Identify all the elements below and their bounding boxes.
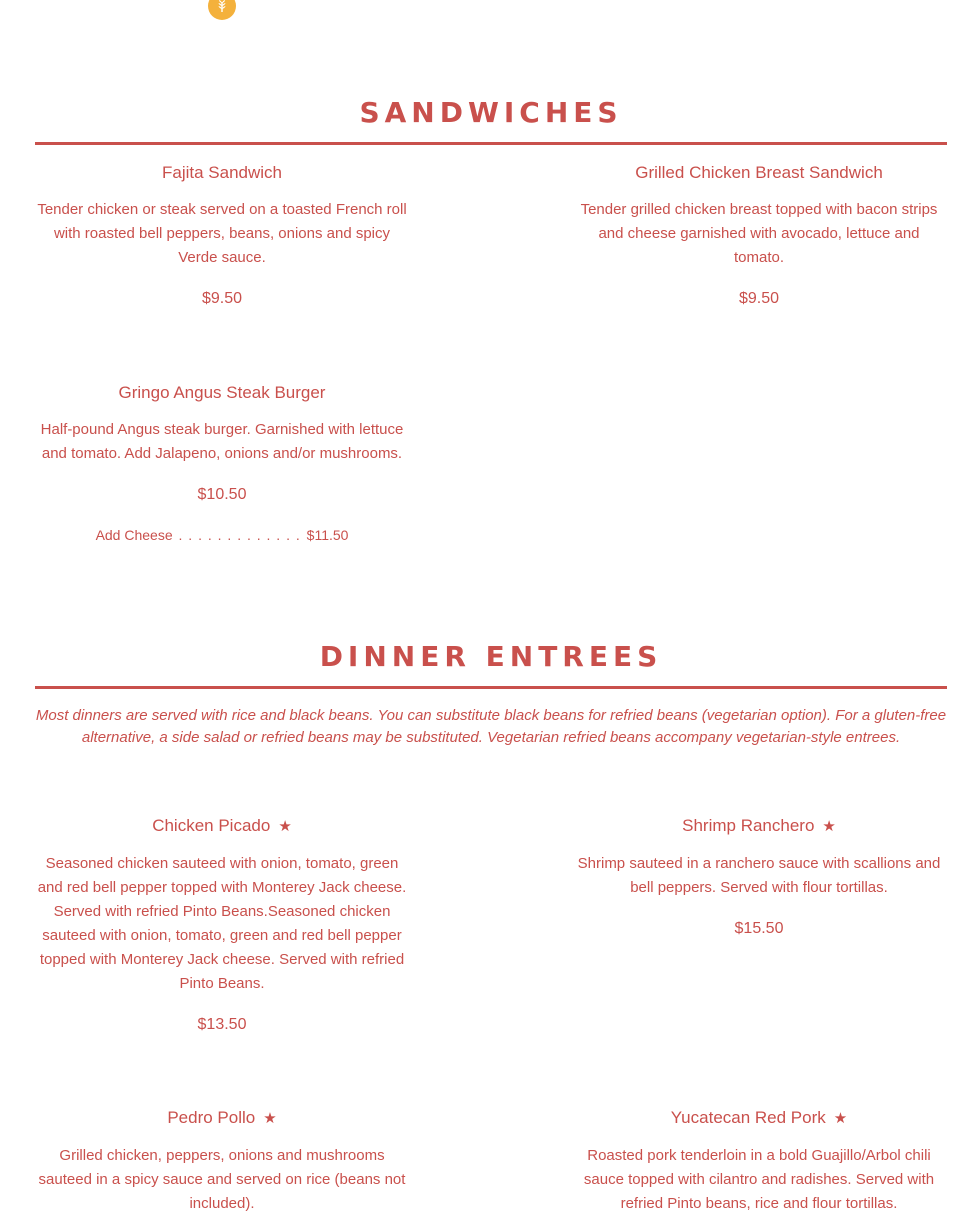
menu-item [35,815,409,1036]
item-name: Grilled Chicken Breast Sandwich [635,163,883,182]
wheat-icon-glyph [215,0,229,13]
item-price: $13.50 [197,1016,247,1033]
star-icon: ★ [822,818,836,835]
item-price: $15.50 [734,920,784,937]
item-name: Chicken Picado [152,816,271,835]
section-title-dinner-entrees: DINNER ENTREES [319,640,663,673]
item-name-row [35,1107,409,1130]
star-icon: ★ [278,818,292,835]
section-title-sandwiches: SANDWICHES [359,96,623,129]
star-icon: ★ [833,1110,848,1127]
item-name: Pedro Pollo [167,1108,256,1127]
item-description: Roasted pork tenderloin in a bold Guajillo/Arbol chili sauce topped with cilantro and radishes. Served with refried Pinto beans, rice and flour tortillas. [583,1147,935,1212]
item-description: Shrimp sauteed in a ranchero sauce with scallions and bell peppers. Served with flour tortillas. [577,855,941,896]
item-price: $9.50 [201,290,243,307]
addon-row [35,524,409,546]
item-description: Grilled chicken, peppers, onions and mushrooms sauteed in a spicy sauce and served on rice (beans not included). [38,1147,406,1212]
item-price: $10.50 [197,486,247,503]
item-name: Gringo Angus Steak Burger [118,383,326,402]
star-icon: ★ [263,1110,277,1127]
item-description: Tender grilled chicken breast topped with bacon strips and cheese garnished with avocado, lettuce and tomato. [580,201,938,266]
item-name-row [572,815,946,838]
item-name-row [572,1107,946,1130]
menu-item [572,1107,946,1216]
wheat-icon [208,0,236,20]
menu-item [572,815,946,940]
addon-dots: . . . . . . . . . . . . . [178,527,301,543]
addon-label: Add Cheese [95,527,173,543]
item-description: Half-pound Angus steak burger. Garnished with lettuce and tomato. Add Jalapeno, onions and/or mushrooms. [40,421,404,462]
section-divider [35,686,947,689]
item-name-row [35,815,409,838]
item-name: Yucatecan Red Pork [670,1108,826,1127]
menu-item [572,162,946,310]
item-description: Tender chicken or steak served on a toasted French roll with roasted bell peppers, beans, onions and spicy Verde sauce. [37,201,407,266]
addon-price: $11.50 [306,527,349,543]
menu-item [35,382,409,546]
section-divider [35,142,947,145]
item-name: Shrimp Ranchero [682,816,815,835]
menu-item [35,1107,409,1216]
section-note: Most dinners are served with rice and black beans. You can substitute black beans for refried beans (vegetarian option). For a gluten-free alternative, a side salad or refried beans may be substituted. Vegetarian refried beans accompany vegetarian-style entrees. [35,707,947,746]
menu-item [35,162,409,310]
item-name: Fajita Sandwich [161,163,282,182]
item-description: Seasoned chicken sauteed with onion, tomato, green and red bell pepper topped with Monterey Jack cheese. Served with refried Pinto Beans.Seasoned chicken sauteed with onion, tomato, green and red bell pepper topped with Monterey Jack cheese. Served with refried Pinto Beans. [37,855,407,992]
item-price: $9.50 [738,290,780,307]
